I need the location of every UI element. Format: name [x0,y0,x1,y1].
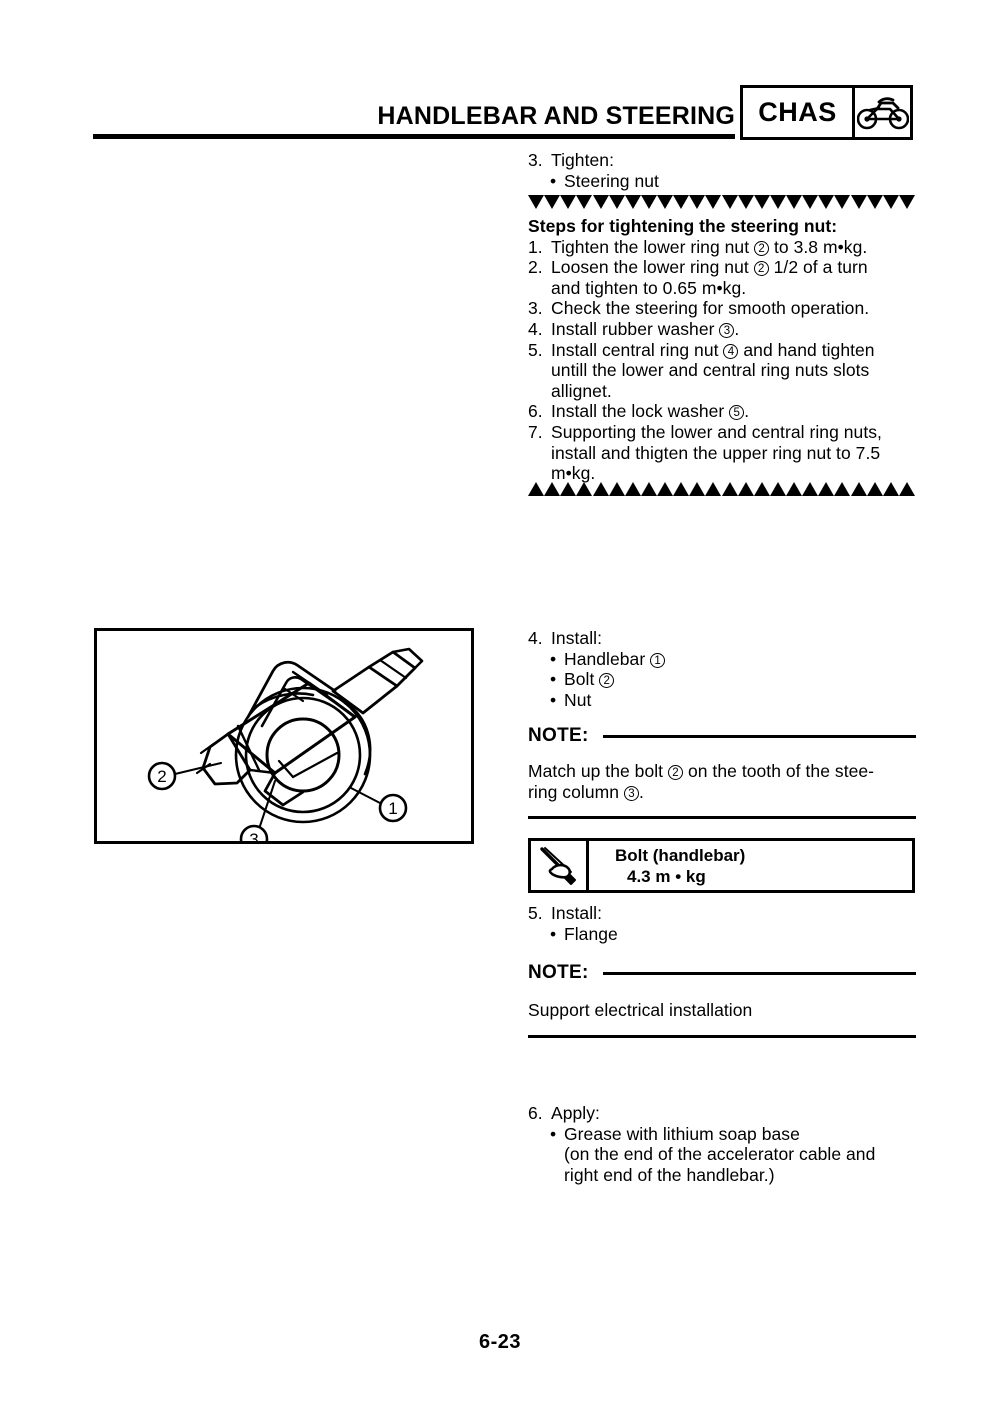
triangle-down-icon [834,195,850,209]
callout-ref: 1 [650,653,665,668]
step-label: Apply: [551,1103,600,1123]
step-tighten-block [528,150,916,191]
step-text-part: Loosen the lower ring nut [551,257,749,278]
triangle-up-icon [593,482,609,496]
step-text-part: to 3.8 m•kg. [773,236,868,257]
callout-ref: 2 [668,765,683,780]
triangle-up-icon [609,482,625,496]
step-tighten-heading [528,150,916,171]
triangle-down-icon [593,195,609,209]
triangle-down-icon [705,195,721,209]
triangle-up-icon [867,482,883,496]
procedure-step [528,401,916,422]
bullet-glyph: • [550,170,557,191]
page-title: HANDLEBAR AND STEERING [377,102,735,130]
triangle-down-icon [641,195,657,209]
procedure-step [528,340,916,402]
list-item-label [564,1124,916,1186]
triangle-up-icon [770,482,786,496]
triangle-up-icon [657,482,673,496]
list-item [528,690,916,711]
note-label: NOTE: [528,725,589,746]
list-item [528,924,916,945]
torque-spec-text [589,841,912,890]
list-item [528,649,916,670]
step-number: 3. [528,298,543,319]
triangle-down-icon [609,195,625,209]
triangle-down-icon [528,195,544,209]
step-text [551,257,916,298]
note-flange-block [528,962,916,1038]
section-badge [740,85,913,140]
note-body: Support electrical installation [528,1000,753,1020]
list-item [528,171,916,192]
step-label: Install: [551,628,602,648]
step-number: 6. [528,401,543,422]
header-rule [93,134,735,139]
step-text-part: install and thigten the upper ring nut to 7.5 [551,442,881,463]
triangle-down-icon [625,195,641,209]
triangle-up-icon [899,482,915,496]
list-item-text: (on the end of the accelerator cable and [564,1144,876,1165]
step-install-handlebar-block [528,628,916,710]
figure-handlebar-clamp [94,628,474,844]
list-item-label [564,669,916,690]
step-number: 7. [528,421,543,442]
step-number: 4. [528,318,543,339]
triangle-up-icon [802,482,818,496]
step-number: 2. [528,257,543,278]
note-bottom-rule [528,816,916,819]
list-item-label [564,649,916,670]
step-install-heading [528,628,916,649]
bullet-glyph: • [550,669,557,690]
triangle-down-icon [560,195,576,209]
procedure-block [528,216,916,484]
step-text [551,237,916,258]
callout-ref: 2 [754,241,769,256]
procedure-step [528,237,916,258]
step-number: 6. [528,1103,543,1123]
svg-text:1: 1 [388,799,398,818]
triangle-up-icon [722,482,738,496]
step-number: 5. [528,903,543,923]
warning-band-top [528,195,915,209]
triangle-up-icon [818,482,834,496]
step-text-part: Supporting the lower and central ring nuts, [551,421,882,442]
step-text-part: Tighten the lower ring nut [551,236,750,257]
list-item-text: Grease with lithium soap base [564,1123,800,1144]
list-item-text: Handlebar [564,648,646,669]
triangle-down-icon [722,195,738,209]
triangle-up-icon [738,482,754,496]
note-body [528,761,916,802]
triangle-down-icon [689,195,705,209]
step-text-part: and hand tighten [743,339,875,360]
triangle-down-icon [770,195,786,209]
step-number: 1. [528,236,543,257]
svg-text:3: 3 [249,830,259,841]
triangle-up-icon [786,482,802,496]
triangle-up-icon [625,482,641,496]
callout-3 [241,826,267,841]
note-text-part: ring column [528,781,620,802]
note-label: NOTE: [528,962,589,983]
triangle-up-icon [641,482,657,496]
procedure-step [528,319,916,340]
triangle-up-icon [851,482,867,496]
step-text-part: . [744,401,750,422]
step-text [551,422,916,484]
step-text-part: allignet. [551,380,612,401]
triangle-up-icon [673,482,689,496]
bullet-glyph: • [550,1123,557,1144]
step-text [551,401,916,422]
list-item-label: Flange [564,923,618,944]
svg-text:2: 2 [157,767,167,786]
triangle-down-icon [883,195,899,209]
callout-ref: 5 [729,405,744,420]
callout-2 [149,763,175,789]
step-label: Install: [551,903,602,923]
triangle-down-icon [867,195,883,209]
step-text-part: untill the lower and central ring nuts slots [551,360,870,381]
triangle-up-icon [560,482,576,496]
triangle-down-icon [657,195,673,209]
triangle-up-icon [576,482,592,496]
callout-ref: 3 [624,786,639,801]
note-bolt-block [528,725,916,819]
step-text [551,319,916,340]
torque-item-name: Bolt (handlebar) [615,846,746,865]
step-text-part: m•kg. [551,463,596,484]
list-item-label: Nut [564,689,592,710]
section-code-label: CHAS [758,97,837,127]
triangle-down-icon [576,195,592,209]
procedure-step [528,298,916,319]
handlebar-clamp-drawing [97,631,471,841]
step-text-part: and tighten to 0.65 m•kg. [551,277,747,298]
step-install-flange-heading [528,903,916,924]
note-text-part: . [638,781,644,802]
triangle-down-icon [786,195,802,209]
triangle-up-icon [544,482,560,496]
note-bottom-rule [528,1035,916,1038]
step-text-part: . [734,318,740,339]
page-number: 6-23 [478,1331,522,1353]
bullet-glyph: • [550,689,557,710]
step-number: 3. [528,150,543,170]
list-item-text: right end of the handlebar.) [564,1164,775,1185]
warning-band-bottom [528,482,915,496]
note-underline [603,972,916,975]
callout-ref: 4 [723,344,738,359]
step-text-part: Install rubber washer [551,318,715,339]
step-text [551,340,916,402]
list-item [528,1124,916,1186]
callout-ref: 2 [599,673,614,688]
torque-wrench-icon [531,841,589,890]
triangle-up-icon [834,482,850,496]
callout-ref: 2 [754,261,769,276]
note-underline [603,735,916,738]
step-number: 5. [528,339,543,360]
triangle-down-icon [673,195,689,209]
page-header [0,0,1000,150]
bullet-glyph: • [550,923,557,944]
callout-ref: 3 [719,323,734,338]
triangle-down-icon [802,195,818,209]
triangle-up-icon [528,482,544,496]
step-install-flange-block [528,903,916,944]
triangle-down-icon [851,195,867,209]
step-text-part: Install central ring nut [551,339,719,360]
note-text-part: on the tooth of the stee- [687,761,875,781]
callout-1 [380,795,406,821]
step-text-part: 1/2 of a turn [773,257,868,278]
procedure-step [528,422,916,484]
step-apply-heading [528,1103,916,1124]
triangle-down-icon [544,195,560,209]
step-text-part: Install the lock washer [551,401,725,422]
step-number: 4. [528,628,543,648]
torque-spec-box [528,838,915,893]
torque-value: 4.3 m • kg [627,867,706,886]
triangle-up-icon [883,482,899,496]
note-header [528,725,916,747]
motorcycle-icon [852,88,910,137]
note-header [528,962,916,984]
triangle-up-icon [705,482,721,496]
triangle-down-icon [899,195,915,209]
note-text-part: Match up the bolt [528,761,664,781]
triangle-up-icon [754,482,770,496]
triangle-down-icon [818,195,834,209]
triangle-down-icon [754,195,770,209]
bullet-glyph: • [550,648,557,669]
procedure-title: Steps for tightening the steering nut: [528,216,838,236]
procedure-step [528,257,916,298]
triangle-down-icon [738,195,754,209]
list-item-label: Steering nut [564,170,659,191]
step-label: Tighten: [551,150,614,170]
list-item-text: Bolt [564,669,595,690]
step-text: Check the steering for smooth operation. [551,298,870,319]
step-apply-block [528,1103,916,1185]
triangle-up-icon [689,482,705,496]
list-item [528,669,916,690]
